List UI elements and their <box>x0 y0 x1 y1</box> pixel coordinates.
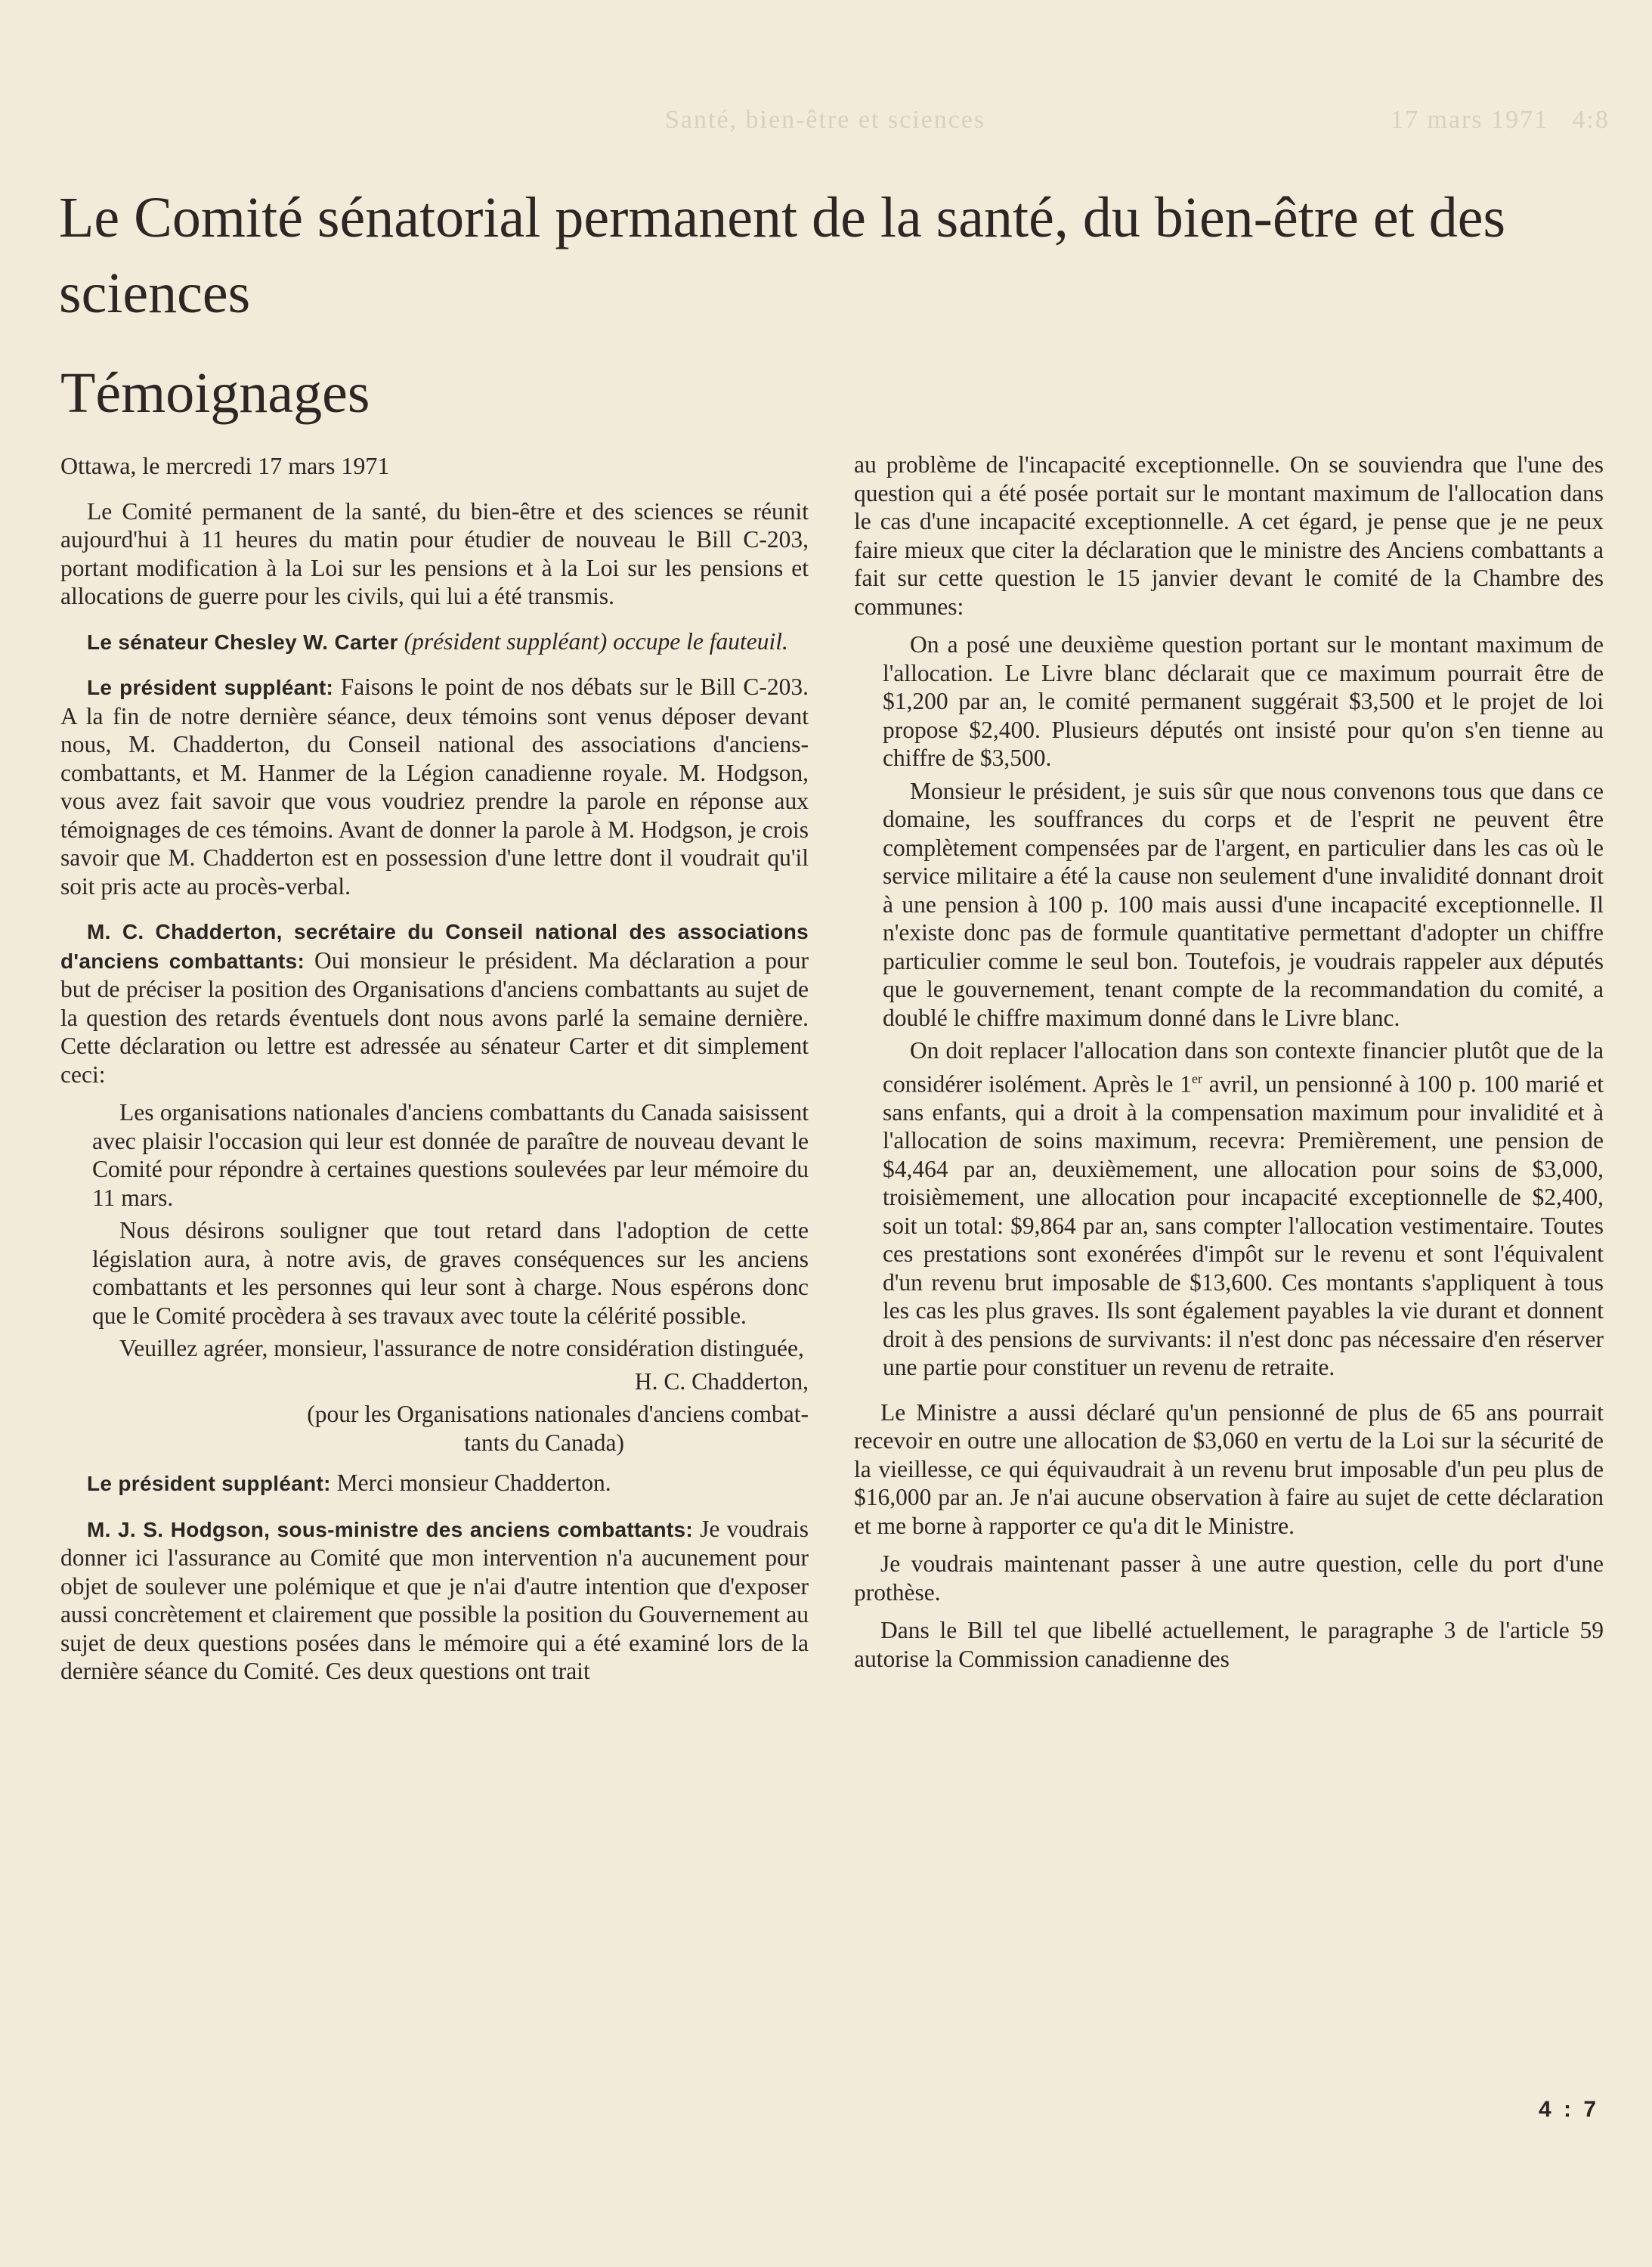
speech-text: Merci monsieur Chadderton. <box>330 1470 611 1496</box>
chair-role-text: (président suppléant) occupe le fauteuil. <box>404 627 788 655</box>
document-subtitle: Témoignages <box>60 361 370 425</box>
body-paragraph: Dans le Bill tel que libellé actuellement, le paragraphe 3 de l'article 59 autorise la Commission canadienne des <box>854 1617 1604 1672</box>
speaker-name: M. C. Chadderton, secrétaire du Conseil national des associations d'anciens combattants: <box>60 920 809 973</box>
speaker-name: Le sénateur Chesley W. Carter <box>87 630 398 654</box>
document-title: Le Comité sénatorial permanent de la santé, du bien-être et des sciences <box>59 186 1506 325</box>
speech-paragraph <box>60 917 809 1089</box>
opening-paragraph: Le Comité permanent de la santé, du bien-être et des sciences se réunit aujourd'hui à 11 heures du matin pour étudier de nouveau le Bill C-203, portant modification à la Loi sur les pensions et à la Loi sur les pensions et allocations de guerre pour les civils, qui lui a été transmis. <box>60 497 809 609</box>
speech-paragraph <box>60 673 809 900</box>
quote-paragraph: Nous désirons souligner que tout retard dans l'adoption de cette législation aura, à notre avis, de graves conséquences sur les anciens combattants et les personnes qui leur sont à charge. Nous espérons donc que le Comité procèdera à ses travaux avec toute la célérité possible. <box>92 1217 809 1329</box>
left-column <box>60 452 809 1696</box>
quoted-letter <box>60 1098 809 1457</box>
speaker-name: Le président suppléant: <box>87 676 334 699</box>
body-paragraph: Je voudrais maintenant passer à une autre question, celle du port d'une prothèse. <box>854 1550 1604 1606</box>
speech-paragraph <box>60 1469 809 1498</box>
signature-note: (pour les Organisations nationales d'anciens combat- tants du Canada) <box>307 1401 809 1456</box>
right-column <box>854 451 1604 1683</box>
speaker-name: M. J. S. Hodgson, sous-ministre des anciens combattants: <box>87 1517 693 1541</box>
speech-text: Je voudrais donner ici l'assurance au Comité que mon intervention n'a aucunement pour objet de soulever une polémique et que je n'ai d'autre intention que d'exposer aussi concrètement et clairement que possible la position du Gouvernement au sujet de deux questions posées dans le mémoire qui a été examiné lors de la dernière séance du Comité. Ces deux questions ont trait <box>60 1515 809 1684</box>
bleed-through-header <box>665 106 1610 135</box>
continued-paragraph: au problème de l'incapacité exceptionnelle. On se souviendra que l'une des question qui a été posée portait sur le montant maximum de l'allocation dans le cas d'une incapacité exceptionnelle. A cet égard, je pense que je ne peux faire mieux que citer la déclaration que le ministre des Anciens combattants a fait sur cette question le 15 janvier devant le comité de la Chambre des communes: <box>854 451 1604 620</box>
page-number: 4 : 7 <box>1538 2097 1599 2122</box>
bleed-header-right: 17 mars 1971 4:8 <box>1390 106 1610 134</box>
speech-paragraph <box>60 1515 809 1686</box>
speech-text: Oui monsieur le président. Ma déclaration a pour but de préciser la position des Organisations d'anciens combattants au sujet de la question des retards éventuels dont nous avons parlé la semaine dernière. Cette déclaration ou lettre est adressée au sénateur Carter et dit simplement ceci: <box>60 946 809 1088</box>
quote-paragraph: Les organisations nationales d'anciens combattants du Canada saisissent avec plaisir l'occasion qui leur est donnée de paraître de nouveau devant le Comité pour répondre à certaines questions soulevées par leur mémoire du 11 mars. <box>92 1099 809 1211</box>
quoted-statement <box>854 630 1604 1382</box>
letter-signature: H. C. Chadderton, <box>634 1367 809 1395</box>
speech-text: Faisons le point de nos débats sur le Bill C-203. A la fin de notre dernière séance, deux témoins sont venus déposer devant nous, M. Chadderton, du Conseil national des associations d'anciens-combattants, et M. Hanmer de la Légion canadienne royale. M. Hodgson, vous avez fait savoir que vous voudriez prendre la parole en réponse aux témoignages de ces témoins. Avant de donner la parole à M. Hodgson, je crois savoir que M. Chadderton est en possession d'une lettre dont il voudrait qu'il soit pris acte au procès-verbal. <box>60 674 809 900</box>
date-line: Ottawa, le mercredi 17 mars 1971 <box>60 452 390 479</box>
speaker-name: Le président suppléant: <box>87 1472 331 1495</box>
quote-paragraph: Veuillez agréer, monsieur, l'assurance de notre considération distinguée, <box>119 1335 804 1361</box>
quote-paragraph: On a posé une deuxième question portant sur le montant maximum de l'allocation. Le Livre blanc déclarait que ce maximum pourrait être de $1,200 par an, le comité permanent suggérait $3,500 et le projet de loi propose $2,400. Plusieurs députés ont insisté pour qu'on s'en tienne au chiffre de $3,500. <box>883 631 1604 771</box>
quote-paragraph: On doit replacer l'allocation dans son contexte financier plutôt que de la considérer isolément. Après le 1er avril, un pensionné à 100 p. 100 marié et sans enfants, qui a droit à la compensation maximum pour invalidité et à l'allocation de soins maximum, recevra: Premièrement, une pension de $4,464 par an, deuxièmement, une allocation pour soins de $3,000, troisièmement, une allocation pour incapacité exceptionnelle de $2,400, soit un total: $9,864 par an, sans compter l'allocation vestimentaire. Toutes ces prestations sont exonérées d'impôt sur le revenu et sont l'équivalent d'un revenu brut imposable de $13,600. Ces montants s'appliquent à tous les cas les plus graves. Ils sont également payables la vie durant et donnent droit à des pensions de survivants: il n'est donc pas nécessaire d'en réserver une partie pour constituer un revenu de retraite. <box>883 1037 1604 1380</box>
quote-paragraph: Monsieur le président, je suis sûr que nous convenons tous que dans ce domaine, les souffrances du corps et de l'esprit ne peuvent être complètement compensées par de l'argent, en particulier dans les cas où le service militaire a été la cause non seulement d'une invalidité donnant droit à une pension à 100 p. 100 mais aussi d'une incapacité exceptionnelle. Il n'existe donc pas de formule quantitative permettant d'adopter un chiffre particulier comme le seul bon. Toutefois, je voudrais rappeler aux députés que le gouvernement, tenant compte de la recommandation du comité, a doublé le chiffre maximum donné dans le Livre blanc. <box>883 777 1604 1031</box>
bleed-header-center: Santé, bien-être et sciences <box>665 106 986 134</box>
body-paragraph: Le Ministre a aussi déclaré qu'un pensionné de plus de 65 ans pourrait recevoir en outre une allocation de $3,060 en vertu de la Loi sur la sécurité de la vieillesse, ce qui équivaudrait à un revenu brut imposable d'un peu plus de $16,000 par an. Je n'ai aucune observation à faire au sujet de cette déclaration et me borne à rapporter ce qu'a dit le Ministre. <box>854 1398 1604 1539</box>
chair-paragraph <box>60 627 809 657</box>
